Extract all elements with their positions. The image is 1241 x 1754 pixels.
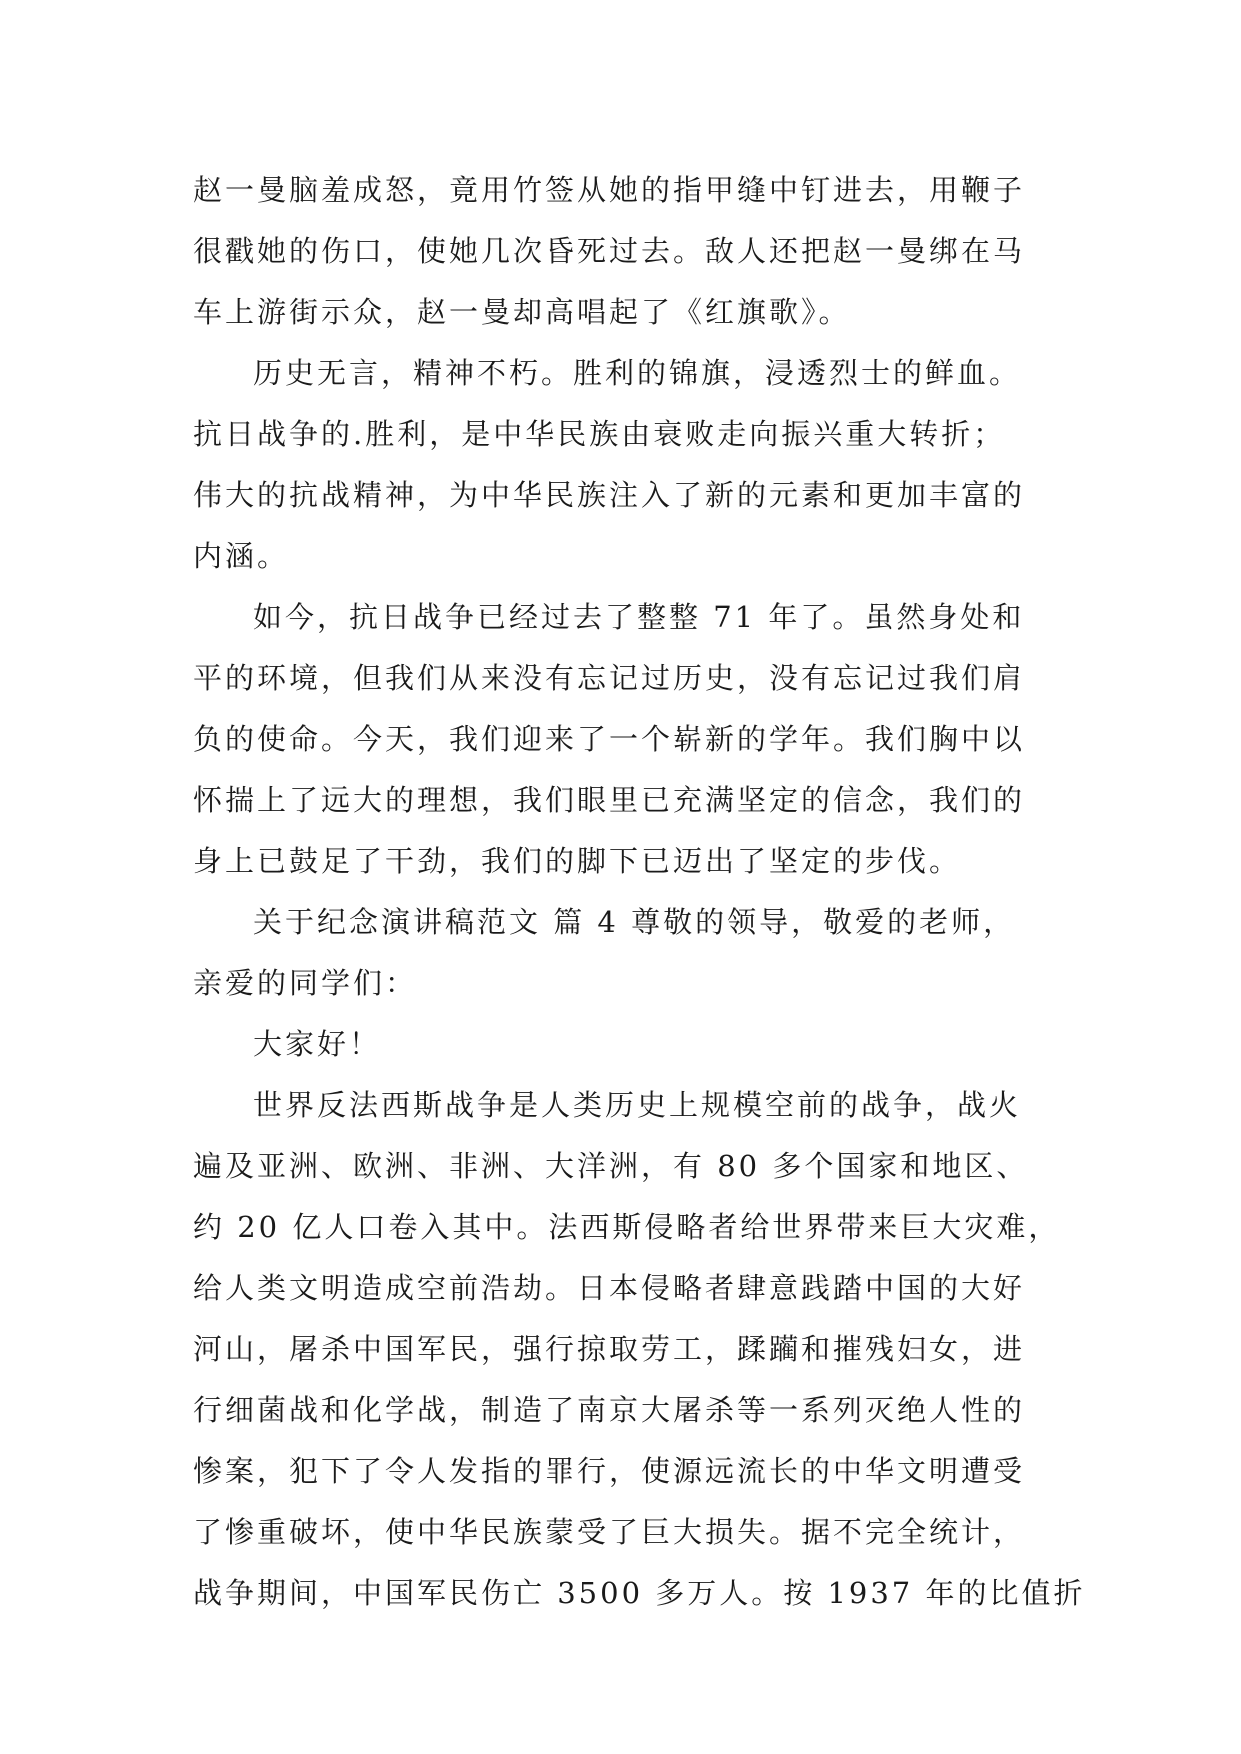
text-line: 抗日战争的.胜利，是中华民族由衰败走向振兴重大转折； (193, 417, 1006, 451)
text-line: 负的使命。今天，我们迎来了一个崭新的学年。我们胸中以 (193, 722, 1026, 756)
text-line: 车上游街示众，赵一曼却高唱起了《红旗歌》。 (193, 295, 851, 329)
text-line: 约 20 亿人口卷入其中。法西斯侵略者给世界带来巨大灾难， (193, 1210, 1061, 1244)
text-line: 战争期间，中国军民伤亡 3500 多万人。按 1937 年的比值折 (193, 1576, 1086, 1610)
text-line: 世界反法西斯战争是人类历史上规模空前的战争，战火 (253, 1088, 1022, 1122)
text-line: 赵一曼脑羞成怒，竟用竹签从她的指甲缝中钉进去，用鞭子 (193, 173, 1026, 207)
text-line: 历史无言，精神不朽。胜利的锦旗，浸透烈士的鲜血。 (253, 356, 1022, 390)
text-line: 伟大的抗战精神，为中华民族注入了新的元素和更加丰富的 (193, 478, 1026, 512)
text-line: 身上已鼓足了干劲，我们的脚下已迈出了坚定的步伐。 (193, 844, 962, 878)
text-line: 河山，屠杀中国军民，强行掠取劳工，蹂躏和摧残妇女，进 (193, 1332, 1026, 1366)
text-line: 很戳她的伤口，使她几次昏死过去。敌人还把赵一曼绑在马 (193, 234, 1026, 268)
text-line: 关于纪念演讲稿范文 篇 4 尊敬的领导，敬爱的老师， (253, 905, 1016, 939)
document-body (193, 160, 1086, 1624)
text-line: 内涵。 (193, 539, 290, 573)
text-line: 亲爱的同学们： (193, 966, 418, 1000)
text-line: 了惨重破坏，使中华民族蒙受了巨大损失。据不完全统计， (193, 1515, 1026, 1549)
text-line: 惨案，犯下了令人发指的罪行，使源远流长的中华文明遭受 (193, 1454, 1026, 1488)
text-line: 怀揣上了远大的理想，我们眼里已充满坚定的信念，我们的 (193, 783, 1026, 817)
text-line: 平的环境，但我们从来没有忘记过历史，没有忘记过我们肩 (193, 661, 1026, 695)
text-line: 大家好！ (253, 1027, 382, 1061)
text-line: 给人类文明造成空前浩劫。日本侵略者肆意践踏中国的大好 (193, 1271, 1026, 1305)
text-line: 行细菌战和化学战，制造了南京大屠杀等一系列灭绝人性的 (193, 1393, 1026, 1427)
text-line: 如今，抗日战争已经过去了整整 71 年了。虽然身处和 (253, 600, 1025, 634)
text-line: 遍及亚洲、欧洲、非洲、大洋洲，有 80 多个国家和地区、 (193, 1149, 1029, 1183)
